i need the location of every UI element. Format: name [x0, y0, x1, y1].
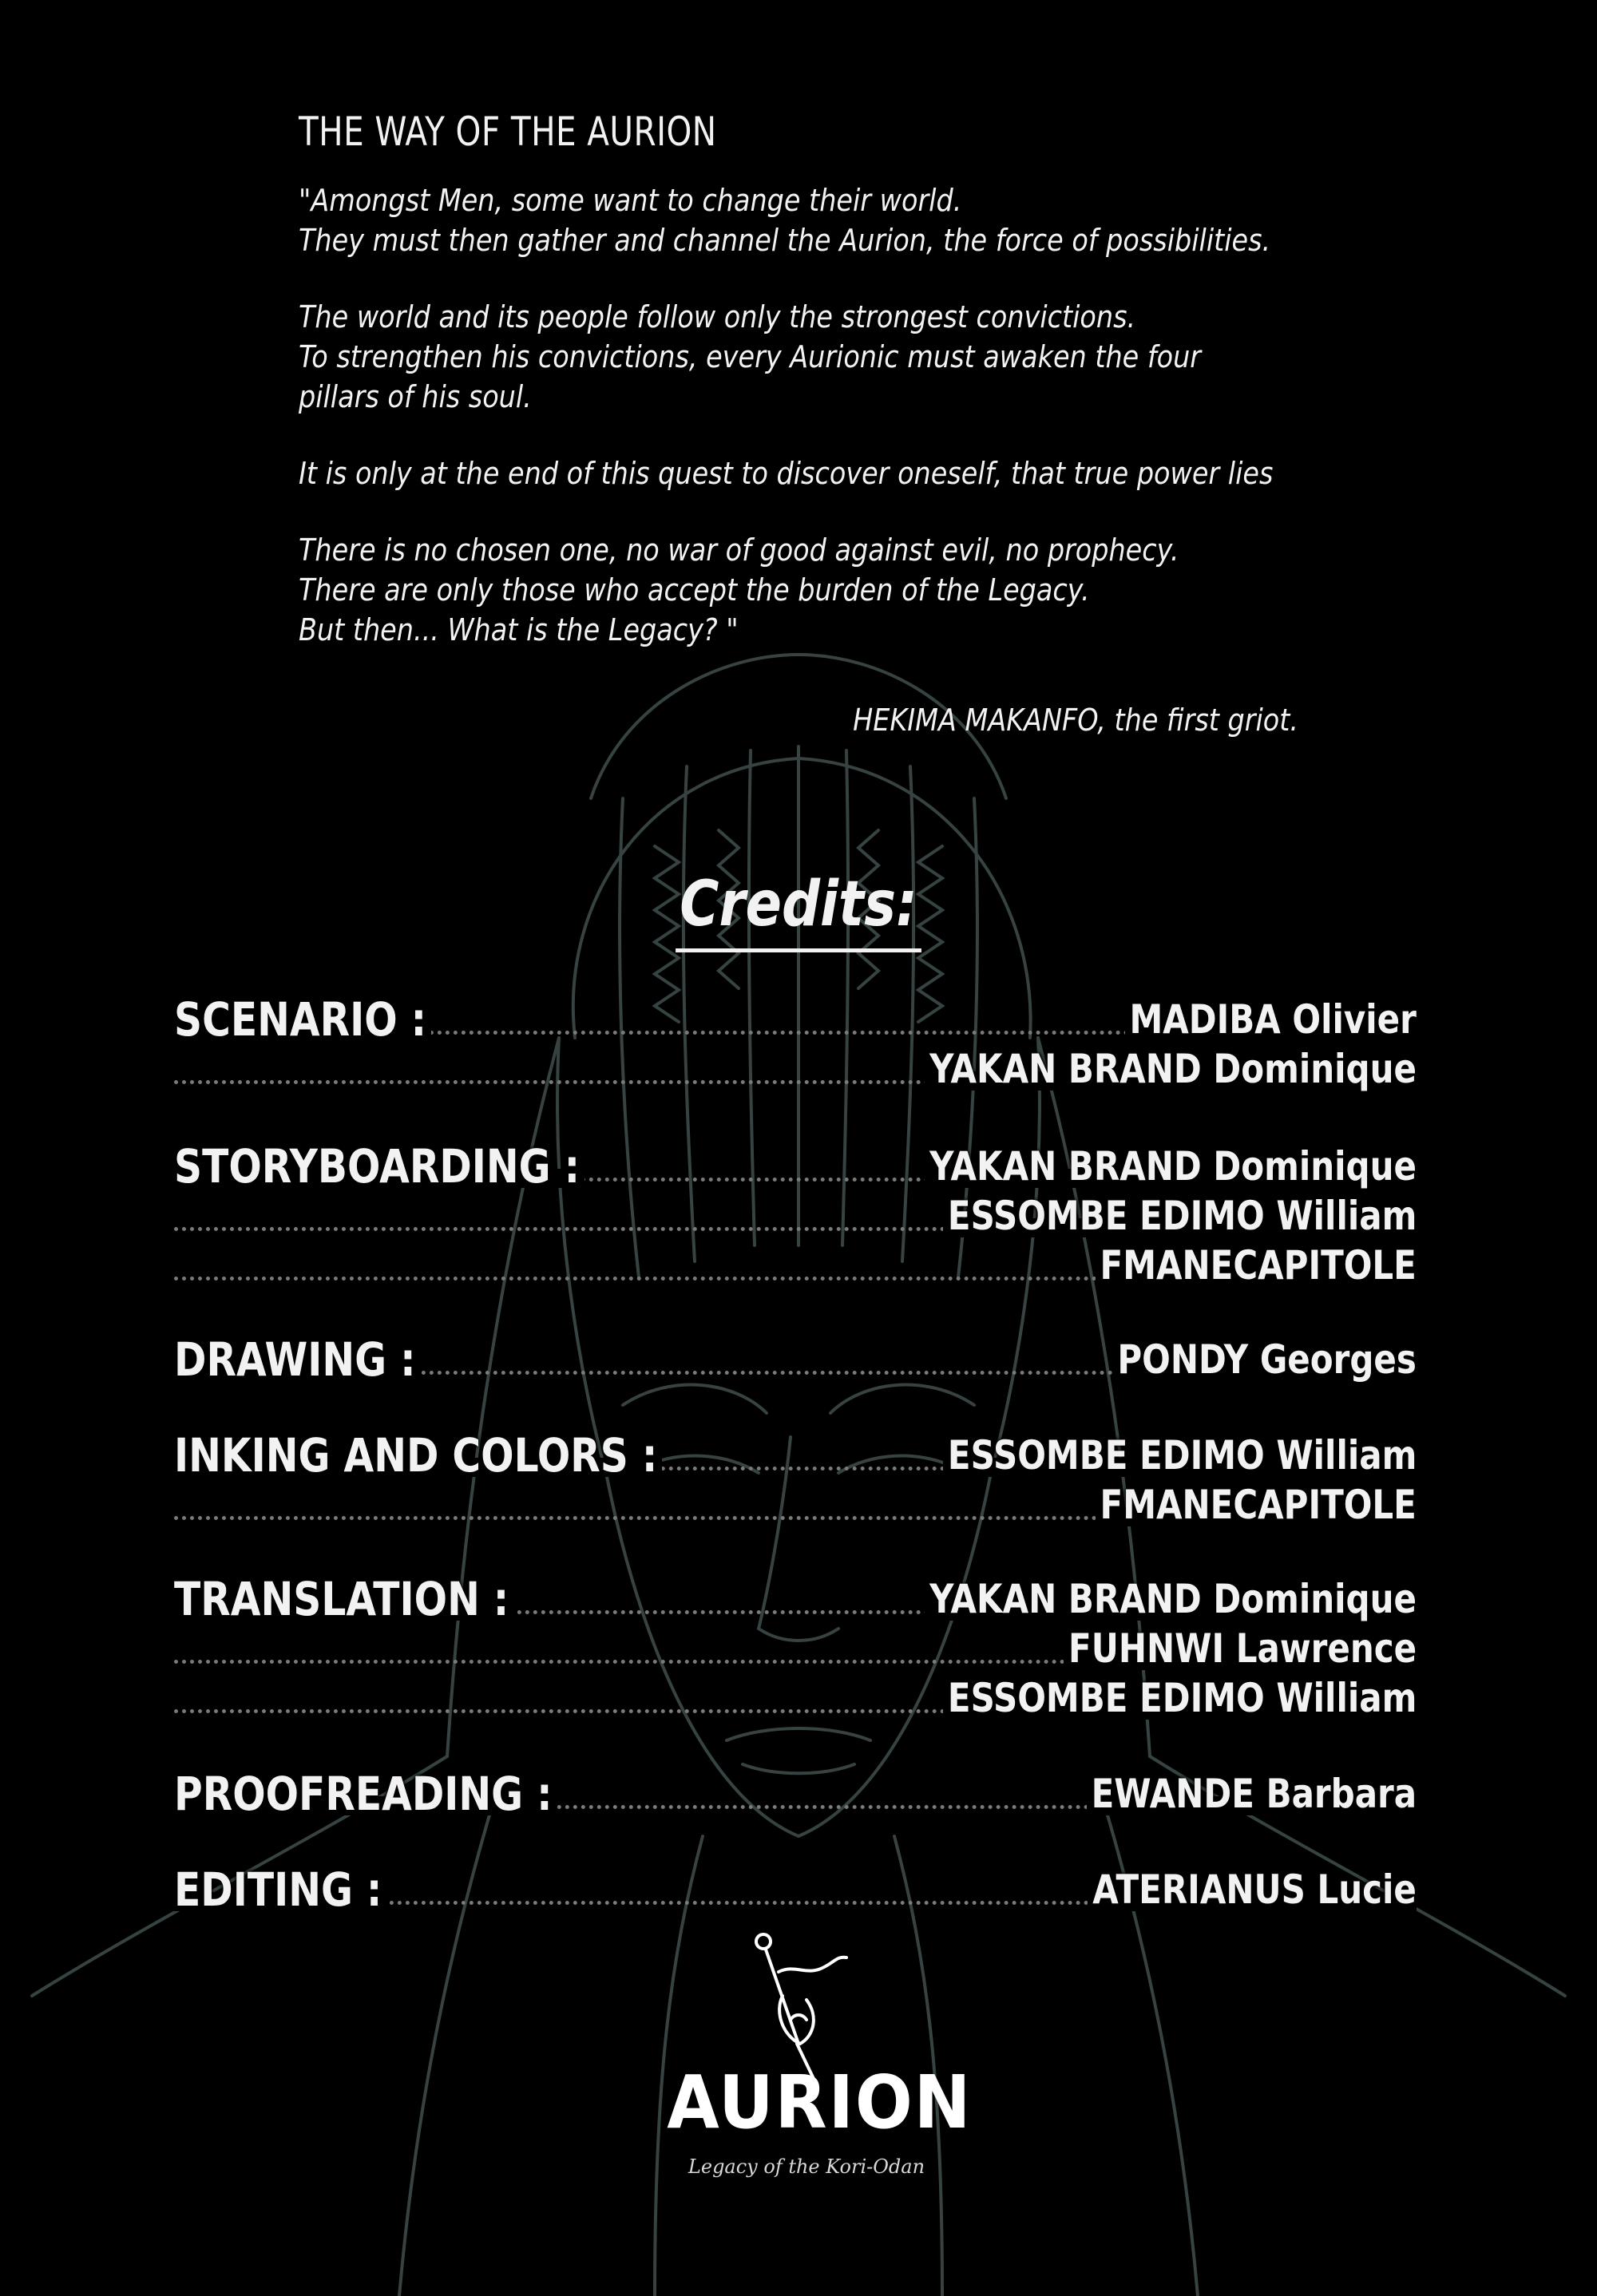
- credits-heading-text: Credits:: [676, 861, 921, 952]
- quote-line: The world and its people follow only the strongest convictions.: [299, 299, 1136, 335]
- credit-name: FMANECAPITOLE: [1100, 1482, 1417, 1528]
- credit-name: YAKAN BRAND Dominique: [929, 1046, 1417, 1092]
- quote-attribution: HEKIMA MAKANFO, the first griot.: [853, 703, 1298, 738]
- quote-line: "Amongst Men, some want to change their world.: [299, 183, 962, 218]
- quote-line: It is only at the end of this quest to discover oneself, that true power lies: [299, 456, 1274, 491]
- credit-role: PROOFREADING :: [174, 1767, 553, 1821]
- credit-name: PONDY Georges: [1117, 1336, 1417, 1383]
- credit-row: [174, 1574, 1417, 1624]
- credit-name: ESSOMBE EDIMO William: [947, 1432, 1417, 1479]
- logo-tagline: Legacy of the Kori-Odan: [688, 2155, 925, 2178]
- credit-row: [174, 1044, 1417, 1094]
- credit-row: [174, 1241, 1417, 1290]
- credit-row: [174, 1332, 1417, 1387]
- quote-line: But then... What is the Legacy? ": [299, 612, 739, 647]
- credit-row: [174, 1139, 1417, 1194]
- credit-role: INKING AND COLORS :: [174, 1428, 658, 1483]
- credit-name: ATERIANUS Lucie: [1092, 1866, 1417, 1913]
- credit-role: SCENARIO :: [174, 992, 427, 1047]
- credit-name: ESSOMBE EDIMO William: [947, 1675, 1417, 1721]
- credit-row: [174, 1624, 1417, 1673]
- credit-name: FMANECAPITOLE: [1100, 1242, 1417, 1289]
- credit-row: [174, 1428, 1417, 1483]
- credit-name: FUHNWI Lawrence: [1068, 1625, 1417, 1672]
- credit-name: YAKAN BRAND Dominique: [929, 1576, 1417, 1622]
- credit-row: [174, 992, 1417, 1047]
- aurion-logo: [655, 1924, 973, 2187]
- quote-line: There are only those who accept the burden of the Legacy.: [299, 572, 1090, 608]
- intro-title: THE WAY OF THE AURION: [299, 109, 717, 155]
- credit-row: [174, 1480, 1417, 1530]
- credit-role: EDITING :: [174, 1863, 382, 1917]
- quote-line: There is no chosen one, no war of good against evil, no prophecy.: [299, 532, 1179, 568]
- credit-row: [174, 1863, 1417, 1917]
- credit-row: [174, 1673, 1417, 1723]
- credit-row: [174, 1769, 1417, 1819]
- quote-line: pillars of his soul.: [299, 379, 532, 414]
- credit-role: TRANSLATION :: [174, 1572, 509, 1626]
- logo-wordmark: AURION: [667, 2060, 973, 2145]
- credit-row: [174, 1191, 1417, 1241]
- credit-name: MADIBA Olivier: [1129, 996, 1417, 1043]
- credit-name: ESSOMBE EDIMO William: [947, 1193, 1417, 1239]
- credit-role: STORYBOARDING :: [174, 1139, 581, 1194]
- credit-name: YAKAN BRAND Dominique: [929, 1143, 1417, 1190]
- credit-name: EWANDE Barbara: [1091, 1771, 1417, 1817]
- quote-line: They must then gather and channel the Aurion, the force of possibilities.: [299, 223, 1271, 258]
- credit-role: DRAWING :: [174, 1332, 416, 1387]
- quote-line: To strengthen his convictions, every Aurionic must awaken the four: [299, 339, 1202, 374]
